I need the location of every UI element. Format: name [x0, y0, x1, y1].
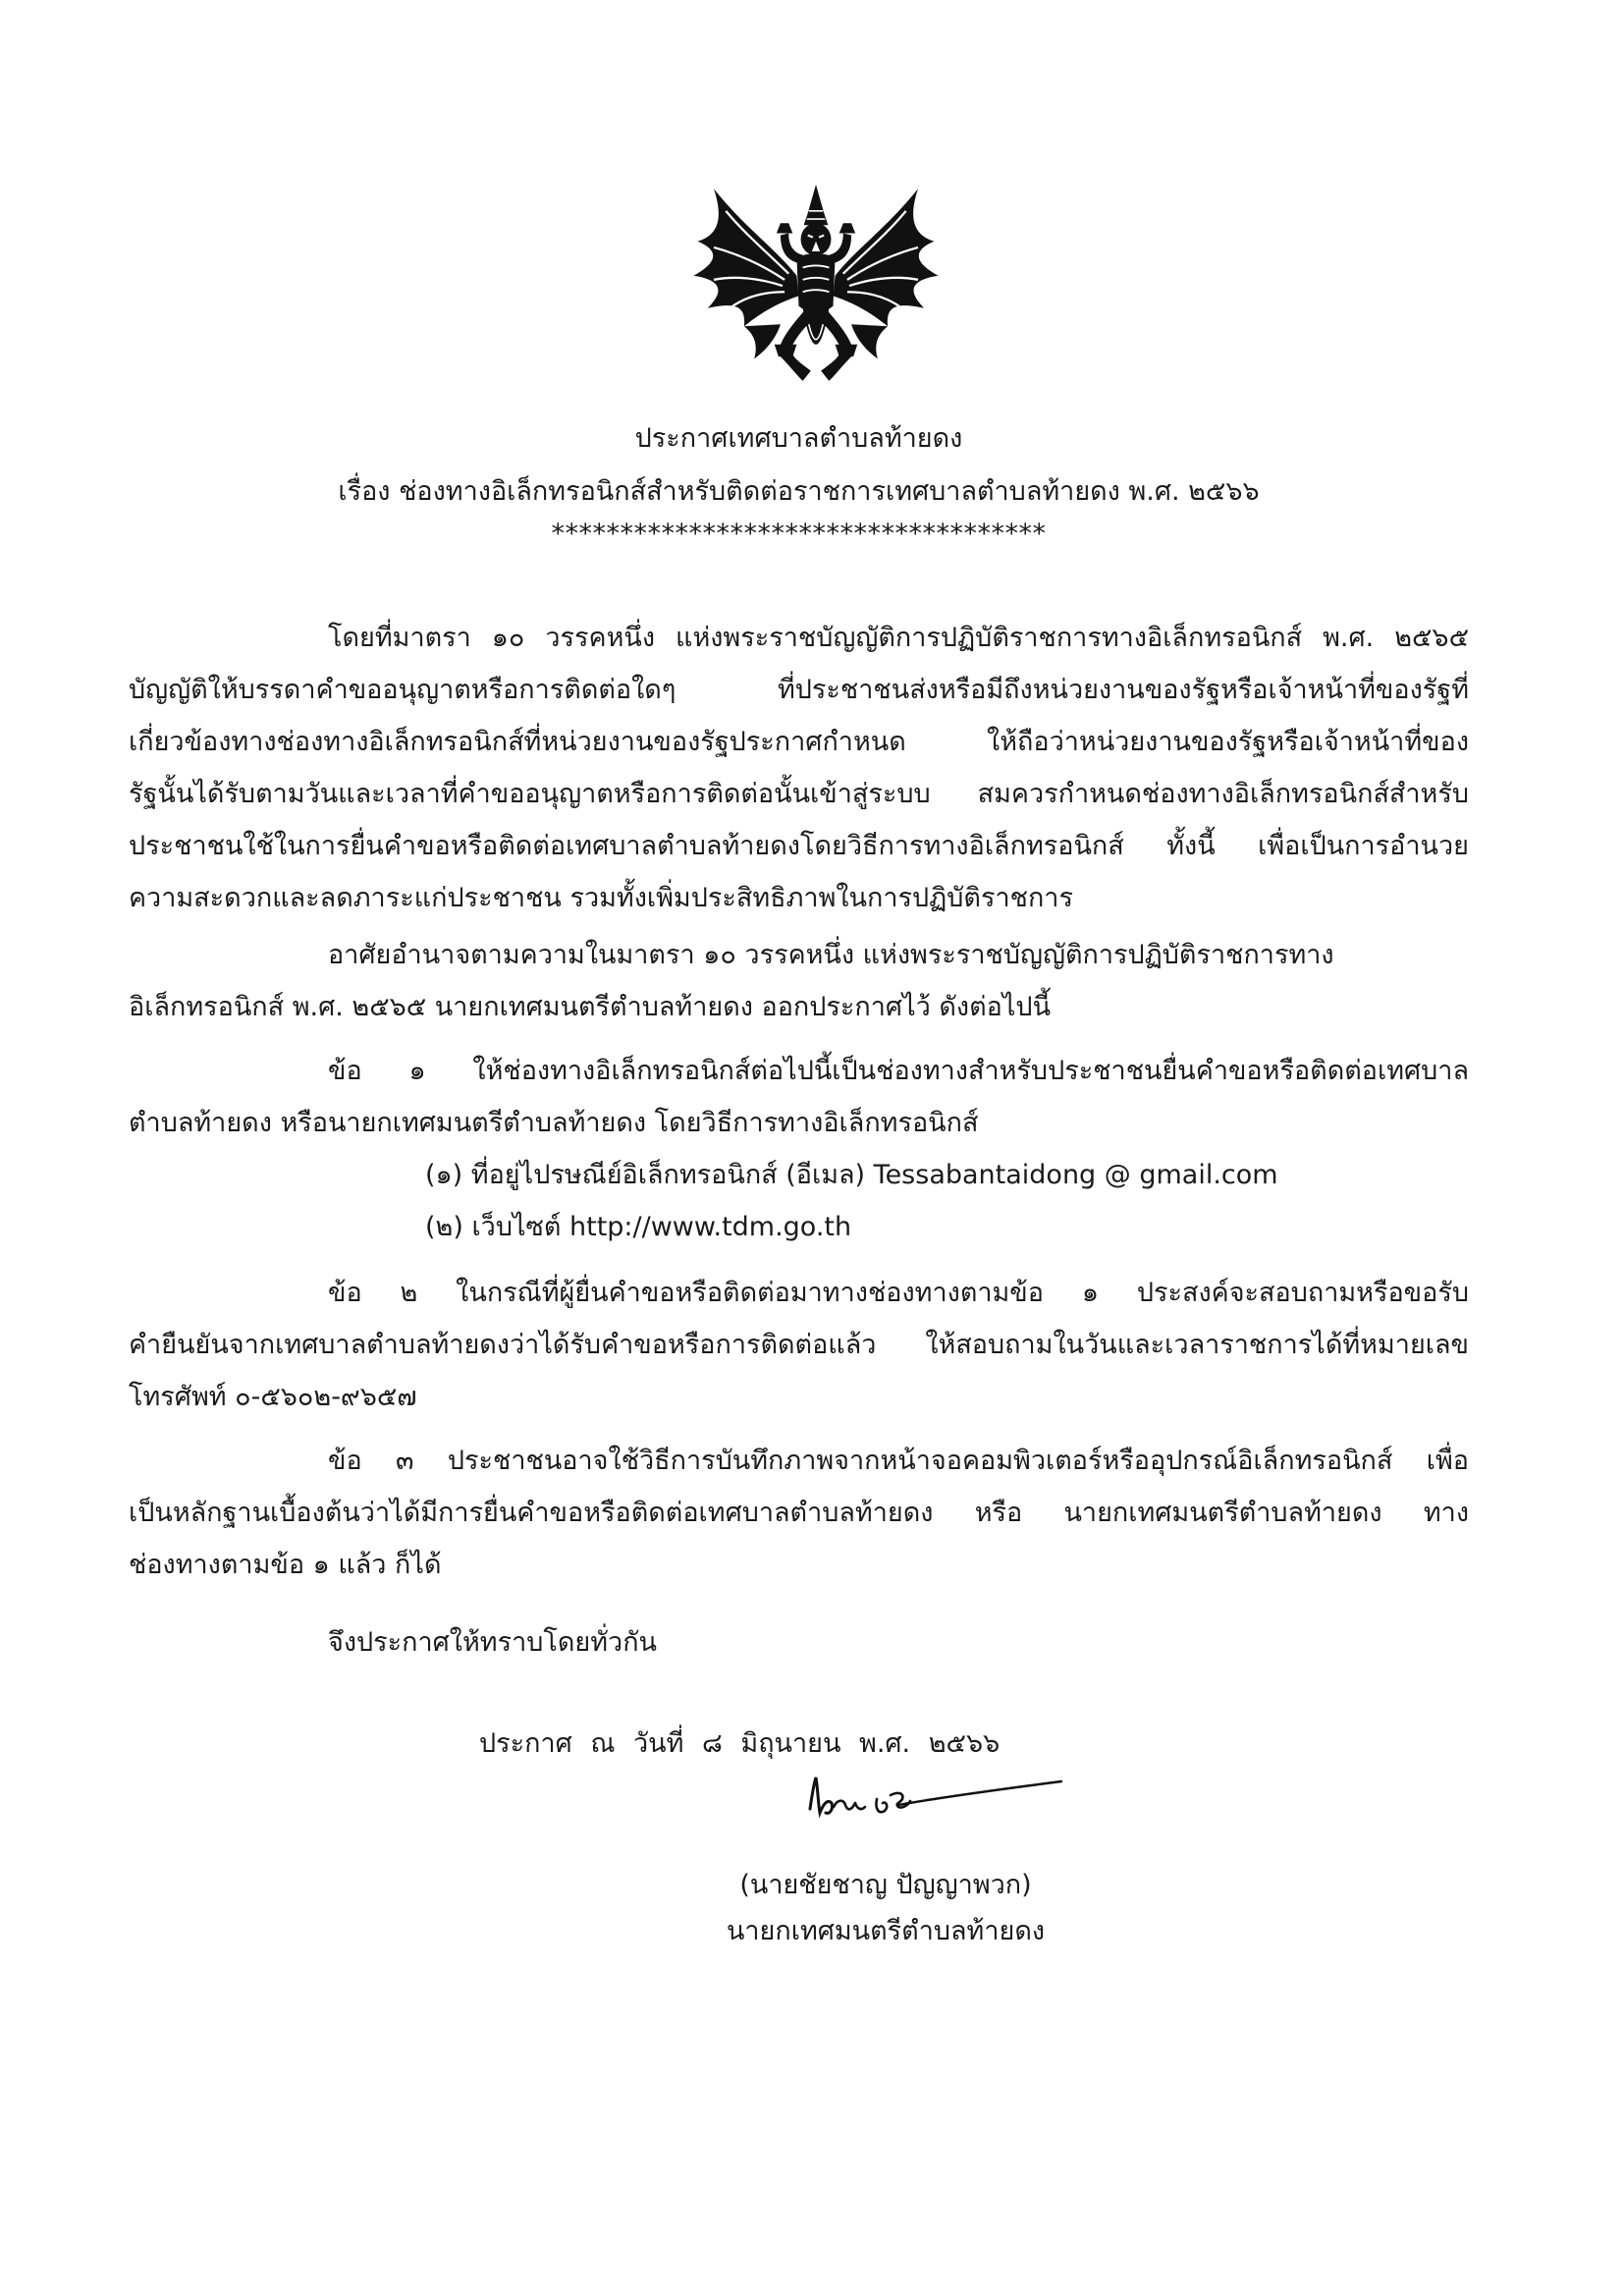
text-line: ข้อ ๓ ประชาชนอาจใช้วิธีการบันทึกภาพจากหน้าจอคอมพิวเตอร์หรืออุปกรณ์อิเล็กทรอนิกส์ เพื่อ: [328, 1446, 1469, 1476]
announcement-title: ประกาศเทศบาลตำบลท้ายดง: [634, 423, 963, 454]
text-line: โดยที่มาตรา ๑๐ วรรคหนึ่ง แห่งพระราชบัญญัติการปฏิบัติราชการทางอิเล็กทรอนิกส์ พ.ศ. ๒๕๖๕: [328, 623, 1469, 653]
paragraph-authority: [129, 929, 1469, 1033]
text-line: ประชาชนใช้ในการยื่นคำขอหรือติดต่อเทศบาลตำบลท้ายดงโดยวิธีการทางอิเล็กทรอนิกส์ ทั้งนี้ เพื่อเป็นการอำนวย: [129, 831, 1469, 861]
text-line: ตำบลท้ายดง หรือนายกเทศมนตรีตำบลท้ายดง โดยวิธีการทางอิเล็กทรอนิกส์: [129, 1108, 979, 1138]
document-body: [129, 612, 1469, 1954]
clause-1: [129, 1045, 1469, 1253]
announcement-subject: เรื่อง ช่องทางอิเล็กทรอนิกส์สำหรับติดต่อราชการเทศบาลตำบลท้ายดง พ.ศ. ๒๕๖๖: [338, 476, 1260, 507]
handwritten-signature: [804, 1770, 1064, 1825]
text-line: เป็นหลักฐานเบื้องต้นว่าได้มีการยื่นคำขอหรือติดต่อเทศบาลตำบลท้ายดง หรือ นายกเทศมนตรีตำบลท้ายดง ทาง: [129, 1498, 1469, 1528]
text-line: ช่องทางตามข้อ ๑ แล้ว ก็ได้: [129, 1550, 442, 1580]
signatory-name: (นายชัยชาญ ปัญญาพวก): [739, 1870, 1032, 1900]
signature-block: [689, 1862, 1082, 1954]
text-line: รัฐนั้นได้รับตามวันและเวลาที่คำขออนุญาตหรือการติดต่อนั้นเข้าสู่ระบบ สมควรกำหนดช่องทางอิเล็กทรอนิกส์สำหรับ: [129, 779, 1469, 809]
text-line: บัญญัติให้บรรดาคำขออนุญาตหรือการติดต่อใดๆ ที่ประชาชนส่งหรือมีถึงหน่วยงานของรัฐหรือเจ้าหน้าที่ของรัฐที่: [129, 675, 1469, 705]
text-line: ความสะดวกและลดภาระแก่ประชาชน รวมทั้งเพิ่มประสิทธิภาพในการปฏิบัติราชการ: [129, 883, 1073, 913]
channel-email-item: (๑) ที่อยู่ไปรษณีย์อิเล็กทรอนิกส์ (อีเมล) Tessabantaidong @ gmail.com: [425, 1160, 1278, 1190]
text-line: คำยืนยันจากเทศบาลตำบลท้ายดงว่าได้รับคำขอหรือการติดต่อแล้ว ให้สอบถามในวันและเวลาราชการได้ที่หมายเลข: [129, 1330, 1469, 1360]
text-line: ข้อ ๑ ให้ช่องทางอิเล็กทรอนิกส์ต่อไปนี้เป็นช่องทางสำหรับประชาชนยื่นคำขอหรือติดต่อเทศบาล: [328, 1056, 1469, 1086]
text-line: อิเล็กทรอนิกส์ พ.ศ. ๒๕๖๕ นายกเทศมนตรีตำบลท้ายดง ออกประกาศไว้ ดังต่อไปนี้: [129, 992, 1052, 1022]
announcement-date: ประกาศ ณ วันที่ ๘ มิถุนายน พ.ศ. ๒๕๖๖: [479, 1728, 1001, 1759]
text-line: อาศัยอำนาจตามความในมาตรา ๑๐ วรรคหนึ่ง แห่งพระราชบัญญัติการปฏิบัติราชการทาง: [328, 940, 1334, 970]
signatory-position: นายกเทศมนตรีตำบลท้ายดง: [726, 1916, 1046, 1946]
garuda-emblem-icon: [683, 183, 948, 385]
paragraph-preamble: [129, 612, 1469, 924]
clause-3: [129, 1435, 1469, 1591]
closing-statement: จึงประกาศให้ทราบโดยทั่วกัน: [328, 1627, 657, 1658]
clause-2: [129, 1267, 1469, 1423]
channel-website-item: (๒) เว็บไซต์ http://www.tdm.go.th: [425, 1212, 852, 1242]
text-line: โทรศัพท์ ๐-๕๖๐๒-๙๖๕๗: [129, 1382, 417, 1412]
separator-line: ************************************: [551, 519, 1047, 549]
text-line: เกี่ยวข้องทางช่องทางอิเล็กทรอนิกส์ที่หน่วยงานของรัฐประกาศกำหนด ให้ถือว่าหน่วยงานของรัฐหรือเจ้าหน้าที่ของ: [129, 727, 1469, 757]
text-line: ข้อ ๒ ในกรณีที่ผู้ยื่นคำขอหรือติดต่อมาทางช่องทางตามข้อ ๑ ประสงค์จะสอบถามหรือขอรับ: [328, 1278, 1469, 1308]
